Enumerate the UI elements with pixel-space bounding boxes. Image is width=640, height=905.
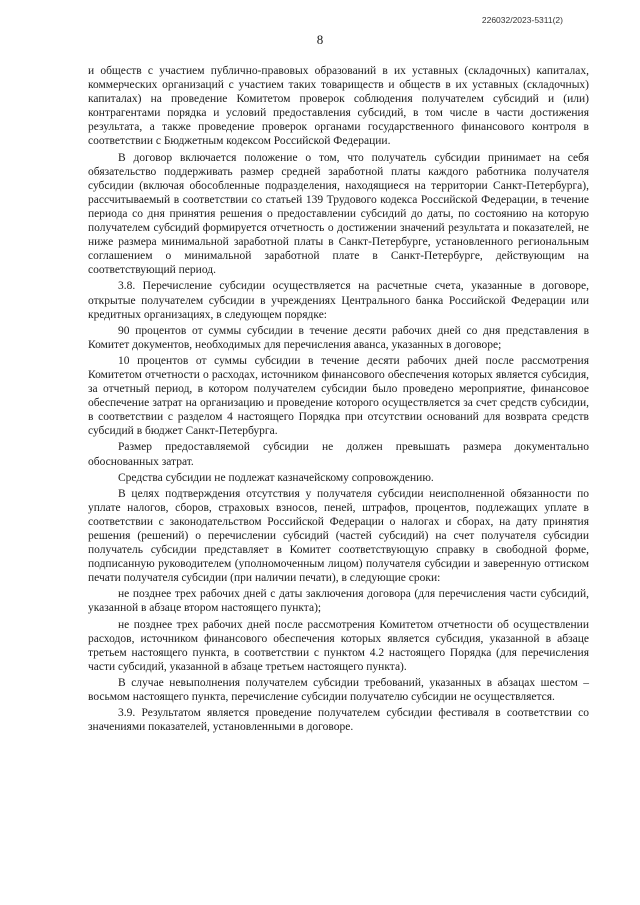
paragraph-8: В целях подтверждения отсутствия у получателя субсидии неисполненной обязанности по уплате налогов, сборов, страховых взносов, пеней, штрафов, процентов, подлежащих уплате в соответствии с законодательством Российской Федерации о налогах и сборах, на дату принятия решения (решений) о перечислении субсидий (частей субсидий) на счет получателя субсидии получатель субсидии представляет в Комитет соответствующую справку в свободной форме, подписанную руководителем (уполномоченным лицом) получателя субсидии и заверенную оттиском печати получателя субсидии (при наличии печати), в следующие сроки: [88, 487, 589, 585]
paragraph-6: Размер предоставляемой субсидии не должен превышать размера документально обоснованных затрат. [88, 441, 589, 468]
paragraph-10: не позднее трех рабочих дней после рассмотрения Комитетом отчетности об осуществлении расходов, источником финансового обеспечения которых является субсидия, указанной в абзаце третьем настоящего пункта, в соответствии с пунктом 4.2 настоящего Порядка (для перечисления части субсидий, указанной в абзаце третьем настоящего пункта). [88, 618, 589, 673]
paragraph-4: 90 процентов от суммы субсидии в течение десяти рабочих дней со дня представления в Комитет документов, необходимых для перечисления аванса, указанных в договоре; [88, 324, 589, 351]
paragraph-3-9: 3.9. Результатом является проведение получателем субсидии фестиваля в соответствии со значениями показателей, установленными в договоре. [88, 707, 589, 734]
paragraph-11: В случае невыполнения получателем субсидии требований, указанных в абзацах шестом – восьмом настоящего пункта, перечисление субсидии получателю субсидии не осуществляется. [88, 676, 589, 704]
paragraph-5: 10 процентов от суммы субсидии в течение десяти рабочих дней после рассмотрения Комитетом отчетности о расходах, источником финансового обеспечения которых является субсидия, за отчетный период, в котором получателем субсидии было проведено мероприятие, финансовое обеспечение затрат на организацию и проведение которого осуществляется за счет средств субсидии, в соответствии с разделом 4 настоящего Порядка при отсутствии оснований для возврата средств субсидий в бюджет Санкт-Петербурга. [88, 354, 589, 438]
paragraph-2: В договор включается положение о том, что получатель субсидии принимает на себя обязательство поддерживать размер средней заработной платы каждого работника получателя субсидии (включая обособленные подразделения, находящиеся на территории Санкт-Петербурга), рассчитываемый в соответствии со статьей 139 Трудового кодекса Российской Федерации, в течение периода со дня принятия решения о предоставлении субсидий до даты, по состоянию на которую получателем субсидий формируется отчетность о достижении значений результата и показателей, не ниже размера минимальной заработной платы в Санкт-Петербурге, установленного региональным соглашением о минимальной заработной плате в Санкт-Петербурге, действующим на соответствующий период. [88, 151, 589, 277]
paragraph-1: и обществ с участием публично-правовых образований в их уставных (складочных) капиталах, коммерческих организаций с участием таких товариществ и обществ в их уставных (складочных) капиталах) на проведение Комитетом проверок соблюдения получателем субсидий и (или) контрагентами порядка и условий предоставления субсидий, в том числе в части достижения результата, а также проведение проверок органами государственного финансового контроля в соответствии с Бюджетным кодексом Российской Федерации. [88, 65, 589, 148]
page-number: 8 [316, 32, 324, 47]
document-number: 226032/2023-5311(2) [481, 15, 563, 25]
paragraph-3-8: 3.8. Перечисление субсидии осуществляется на расчетные счета, указанные в договоре, открытые получателем субсидии в учреждениях Центрального банка Российской Федерации или кредитных организациях, в следующем порядке: [88, 280, 589, 321]
paragraph-9: не позднее трех рабочих дней с даты заключения договора (для перечисления части субсидий, указанной в абзаце втором настоящего пункта); [88, 588, 589, 615]
document-body [88, 64, 589, 736]
paragraph-7: Средства субсидии не подлежат казначейскому сопровождению. [118, 471, 434, 484]
